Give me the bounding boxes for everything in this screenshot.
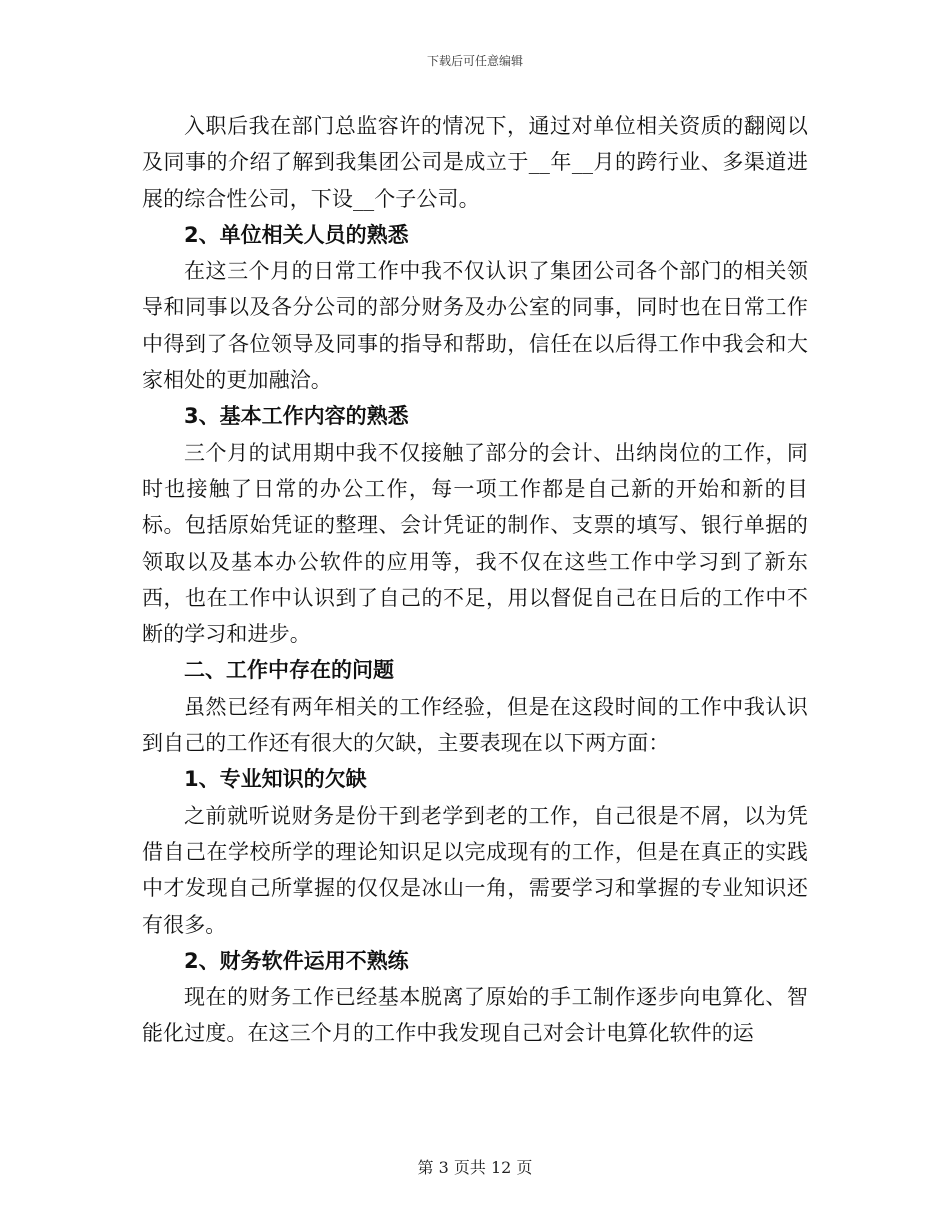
heading-problems: 二、工作中存在的问题 — [184, 658, 394, 683]
document-body — [142, 108, 808, 1052]
heading-work-content: 3、基本工作内容的熟悉 — [184, 404, 409, 429]
heading-software-skills: 2、财务软件运用不熟练 — [184, 948, 409, 973]
paragraph-knowledge-gap: 之前就听说财务是份干到老学到老的工作，自己很是不屑，以为凭借自己在学校所学的理论知识足以完成现有的工作，但是在真正的实践中才发现自己所掌握的仅仅是冰山一角，需要学习和掌握的专业知识还有很多。 — [142, 803, 808, 937]
paragraph-company-intro: 入职后我在部门总监容许的情况下，通过对单位相关资质的翻阅以及同事的介绍了解到我集团公司是成立于__年__月的跨行业、多渠道进展的综合性公司，下设__个子公司。 — [142, 114, 808, 211]
paragraph-software-skills: 现在的财务工作已经基本脱离了原始的手工制作逐步向电算化、智能化过度。在这三个月的工作中我发现自己对会计电算化软件的运 — [142, 985, 808, 1046]
heading-staff-familiarity: 2、单位相关人员的熟悉 — [184, 222, 409, 247]
page-footer: 第 3 页共 12 页 — [417, 1158, 533, 1177]
paragraph-work-content: 三个月的试用期中我不仅接触了部分的会计、出纳岗位的工作，同时也接触了日常的办公工作，每一项工作都是自己新的开始和新的目标。包括原始凭证的整理、会计凭证的制作、支票的填写、银行单据的领取以及基本办公软件的应用等，我不仅在这些工作中学习到了新东西，也在工作中认识到了自己的不足，用以督促自己在日后的工作中不断的学习和进步。 — [142, 440, 808, 647]
heading-knowledge-gap: 1、专业知识的欠缺 — [184, 767, 367, 792]
paragraph-staff-familiarity: 在这三个月的日常工作中我不仅认识了集团公司各个部门的相关领导和同事以及各分公司的部分财务及办公室的同事，同时也在日常工作中得到了各位领导及同事的指导和帮助，信任在以后得工作中我会和大家相处的更加融洽。 — [142, 259, 808, 393]
page-header: 下载后可任意编辑 — [426, 54, 523, 68]
paragraph-problems: 虽然已经有两年相关的工作经验，但是在这段时间的工作中我认识到自己的工作还有很大的欠缺，主要表现在以下两方面： — [142, 694, 808, 756]
